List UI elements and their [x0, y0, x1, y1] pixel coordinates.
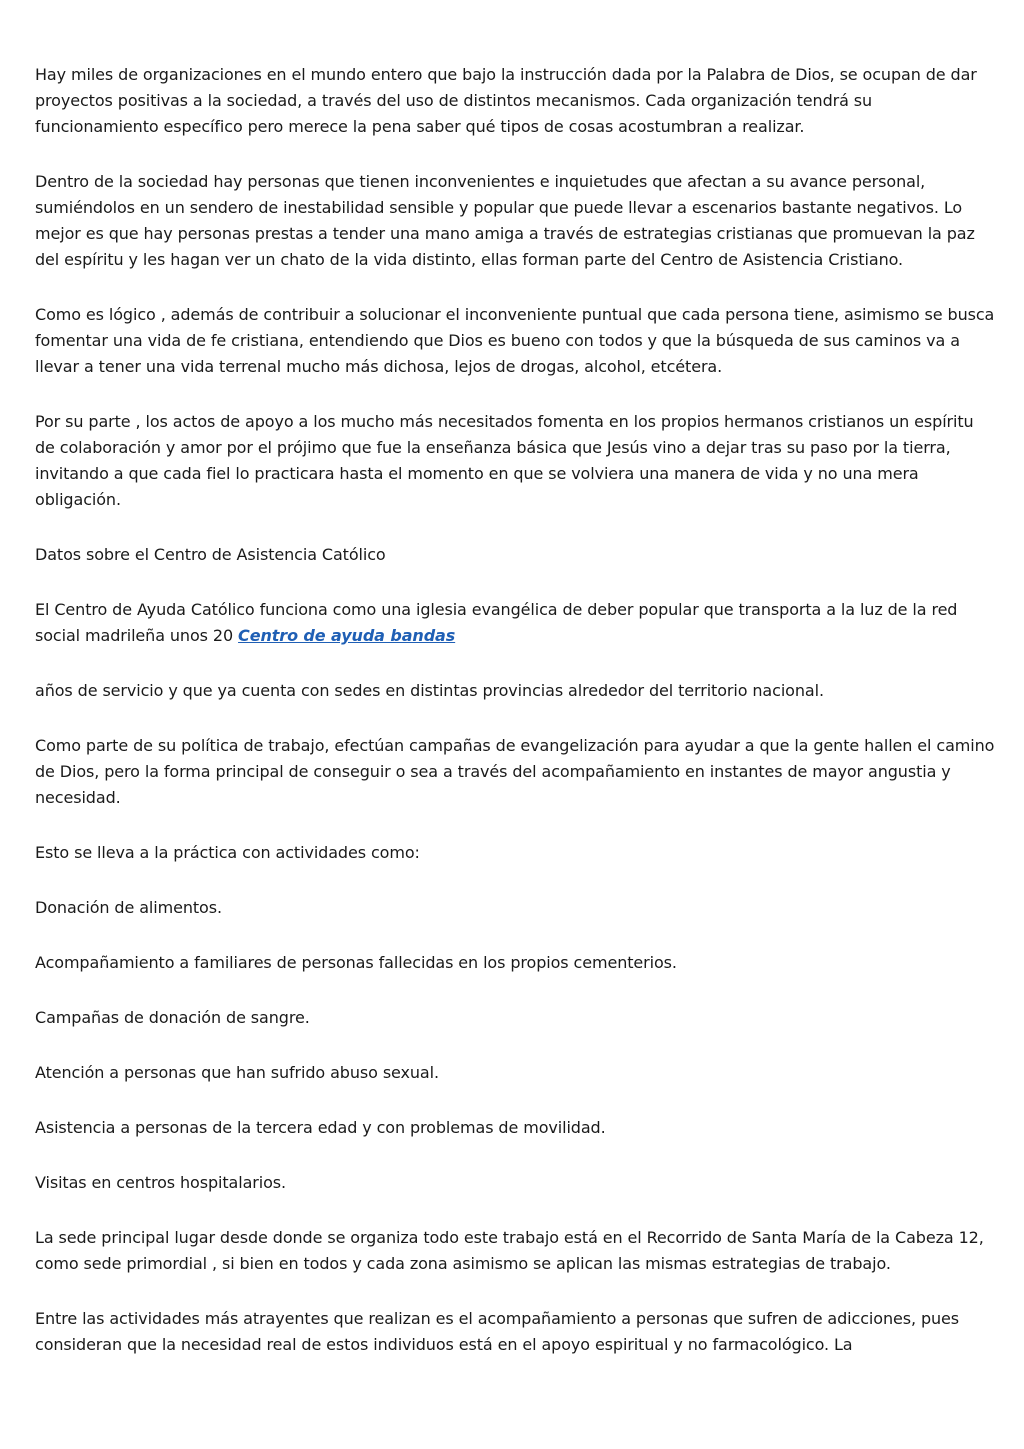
paragraph-with-link — [35, 597, 995, 649]
paragraph-support: Por su parte , los actos de apoyo a los mucho más necesitados fomenta en los propios hermanos cristianos un espíritu de colaboración y amor por el prójimo que fue la enseñanza básica que Jesús vino a dejar tras su paso por la tierra, invitando a que cada fiel lo practicara hasta el momento en que se volviera una manera de vida y no una mera obligación. — [35, 412, 974, 509]
paragraph-policy: Como parte de su política de trabajo, efectúan campañas de evangelización para ayudar a que la gente hallen el camino de Dios, pero la forma principal de conseguir o sea a través del acompañamiento en instantes de mayor angustia y necesidad. — [35, 736, 995, 807]
paragraph-faith: Como es lógico , además de contribuir a solucionar el inconveniente puntual que cada persona tiene, asimismo se busca fomentar una vida de fe cristiana, entendiendo que Dios es bueno con todos y que la búsqueda de sus caminos va a llevar a tener una vida terrenal mucho más dichosa, lejos de drogas, alcohol, etcétera. — [35, 305, 995, 376]
paragraph-addictions: Entre las actividades más atrayentes que realizan es el acompañamiento a personas que sufren de adicciones, pues consideran que la necesidad real de estos individuos está en el apoyo espiritual y no farmacológico. La — [35, 1309, 960, 1354]
document-body — [35, 62, 995, 1387]
paragraph-activities-intro: Esto se lleva a la práctica con actividades como: — [35, 843, 420, 862]
link-paragraph-text: El Centro de Ayuda Católico funciona como una iglesia evangélica de deber popular que transporta a la luz de la red social madrileña unos 20 — [35, 600, 958, 645]
section-heading: Datos sobre el Centro de Asistencia Católico — [35, 545, 386, 564]
paragraph-society: Dentro de la sociedad hay personas que tienen inconvenientes e inquietudes que afectan a su avance personal, sumiéndolos en un sendero de inestabilidad sensible y popular que puede llevar a escenarios bastante negativos. Lo mejor es que hay personas prestas a tender una mano amiga a través de estrategias cristianas que promuevan la paz del espíritu y les hagan ver un chato de la vida distinto, ellas forman parte del Centro de Asistencia Cristiano. — [35, 172, 975, 269]
centro-de-ayuda-link[interactable]: Centro de ayuda bandas — [238, 626, 456, 645]
list-item: Asistencia a personas de la tercera edad y con problemas de movilidad. — [35, 1118, 606, 1137]
paragraph-intro: Hay miles de organizaciones en el mundo entero que bajo la instrucción dada por la Palabra de Dios, se ocupan de dar proyectos positivas a la sociedad, a través del uso de distintos mecanismos. Cada organización tendrá su funcionamiento específico pero merece la pena saber qué tipos de cosas acostumbran a realizar. — [35, 65, 977, 136]
paragraph-headquarters: La sede principal lugar desde donde se organiza todo este trabajo está en el Recorrido de Santa María de la Cabeza 12, como sede primordial , si bien en todos y cada zona asimismo se aplican las mismas estrategias de trabajo. — [35, 1228, 984, 1273]
paragraph-years: años de servicio y que ya cuenta con sedes en distintas provincias alrededor del territorio nacional. — [35, 681, 824, 700]
list-item: Donación de alimentos. — [35, 898, 222, 917]
list-item: Campañas de donación de sangre. — [35, 1008, 310, 1027]
list-item: Atención a personas que han sufrido abuso sexual. — [35, 1063, 439, 1082]
list-item: Visitas en centros hospitalarios. — [35, 1173, 287, 1192]
list-item: Acompañamiento a familiares de personas fallecidas en los propios cementerios. — [35, 953, 677, 972]
